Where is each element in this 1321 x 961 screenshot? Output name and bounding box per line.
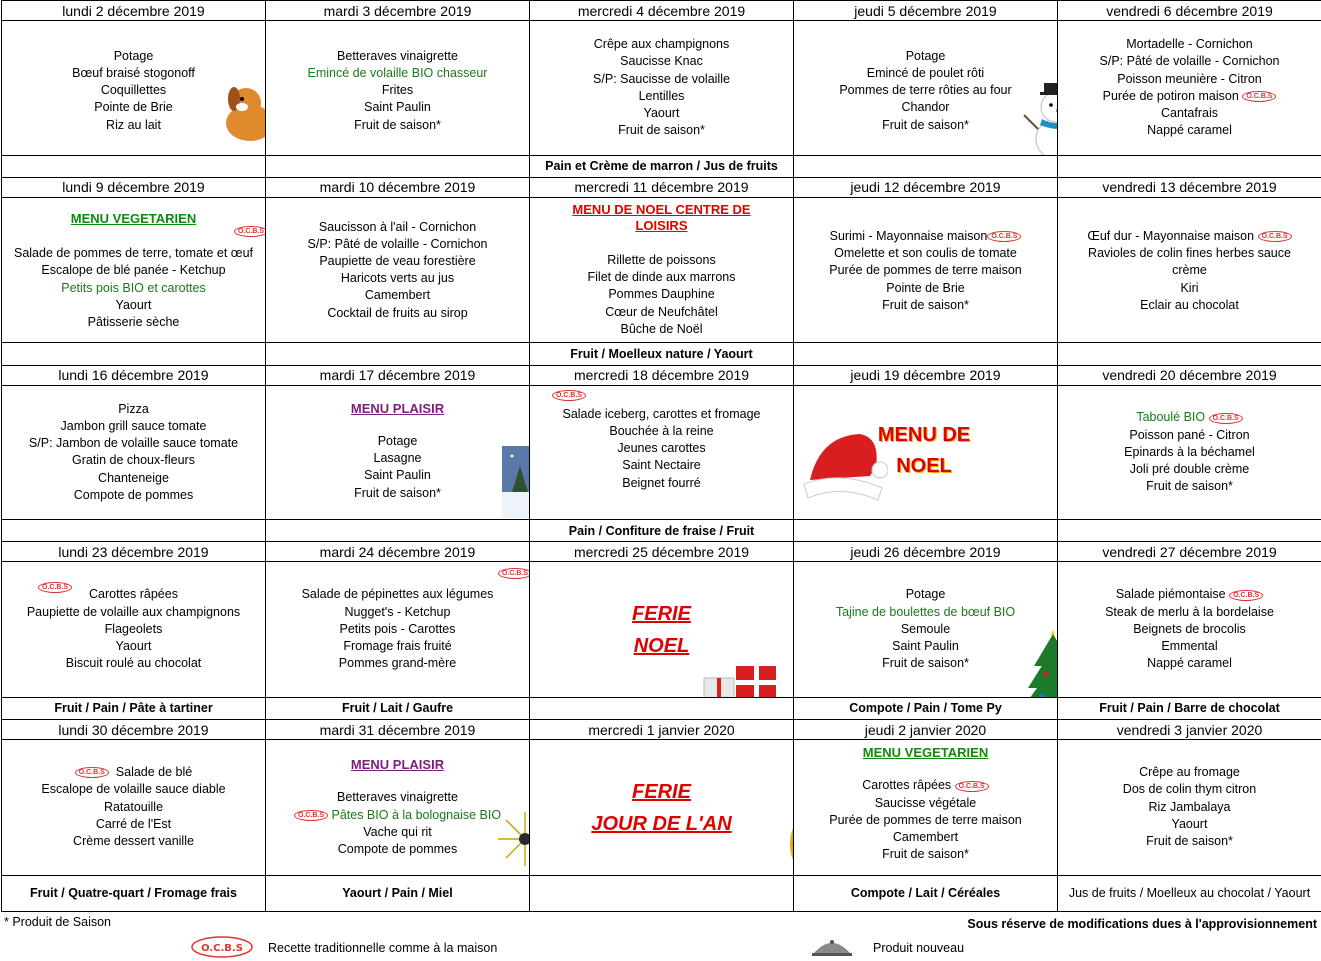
snack-cell: Pain / Confiture de fraise / Fruit — [530, 520, 794, 542]
menu-item: Chandor — [901, 100, 950, 115]
menu-item: Filet de dinde aux marrons — [587, 270, 736, 285]
menu-item: Potage — [377, 433, 418, 448]
menu-item: Potage — [905, 587, 946, 602]
day-header: mardi 17 décembre 2019 — [266, 365, 530, 385]
ocbs-logo: O.C.B.S — [75, 767, 109, 778]
day-header: lundi 2 décembre 2019 — [2, 1, 266, 21]
day-header: vendredi 3 janvier 2020 — [1058, 720, 1321, 740]
menu-item: Pointe de Brie — [94, 100, 173, 115]
day-header: lundi 30 décembre 2019 — [2, 720, 266, 740]
menu-title: MENU VEGETARIEN — [862, 745, 989, 761]
day-header: mercredi 1 janvier 2020 — [530, 720, 794, 740]
day-header: lundi 23 décembre 2019 — [2, 542, 266, 562]
menu-item: Yaourt — [115, 297, 152, 312]
day-header: jeudi 5 décembre 2019 — [794, 1, 1058, 21]
week-3-header-row — [2, 365, 1321, 385]
menu-item: Joli pré double crème — [1129, 461, 1250, 476]
dog-cat-illustration — [220, 81, 266, 151]
day-menu — [1058, 21, 1321, 155]
menu-item: Paupiette de veau forestière — [319, 253, 476, 268]
menu-title: MENU DE NOEL — [877, 423, 971, 477]
menu-item: Gratin de choux-fleurs — [72, 453, 195, 468]
snack-cell — [530, 697, 794, 719]
day-header: vendredi 20 décembre 2019 — [1058, 365, 1321, 385]
week-2-header-row — [2, 177, 1321, 197]
snack-cell-empty — [1058, 520, 1321, 542]
reserve-note: Sous réserve de modifications dues à l'approvisionnement — [967, 917, 1317, 931]
snack-cell-empty — [794, 343, 1058, 365]
day-menu — [794, 740, 1058, 875]
svg-text:O.C.B.S: O.C.B.S — [201, 943, 243, 954]
menu-item: S/P: Jambon de volaille sauce tomate — [28, 436, 239, 451]
menu-item: Emincé de poulet rôti — [866, 66, 985, 81]
menu-item: Potage — [113, 48, 154, 63]
menu-item: Crêpe aux champignons — [593, 37, 730, 52]
ocbs-logo: O.C.B.S — [1209, 413, 1243, 424]
menu-item: Biscuit roulé au chocolat — [65, 656, 202, 671]
menu-item: Flageolets — [104, 621, 163, 636]
winter-house-illustration — [502, 446, 530, 518]
menu-item: Salade de pépinettes aux légumes — [301, 587, 494, 602]
menu-item: Saucisse végétale — [874, 795, 977, 810]
menu-title: MENU VEGETARIEN — [70, 210, 197, 226]
menu-item — [1058, 228, 1321, 245]
menu-item: Saucisson à l'ail - Cornichon — [318, 219, 477, 234]
menu-item: Haricots verts au jus — [340, 271, 455, 286]
traditional-recipe-note: Recette traditionnelle comme à la maison — [268, 941, 498, 955]
day-header: lundi 16 décembre 2019 — [2, 365, 266, 385]
menu-item: Beignet fourré — [622, 475, 701, 490]
snack-cell-empty — [266, 155, 530, 177]
menu-item: Compote de pommes — [337, 842, 458, 856]
menu-item: Mortadelle - Cornichon — [1126, 37, 1253, 52]
snack-cell: Fruit / Lait / Gaufre — [266, 697, 530, 719]
footer-notes-row-1 — [0, 913, 1321, 935]
snack-cell-empty — [2, 520, 266, 542]
menu-item: Fruit de saison* — [882, 297, 969, 312]
menu-item: Jambon grill sauce tomate — [60, 418, 207, 433]
fireworks-illustration — [494, 808, 530, 870]
day-header: mercredi 4 décembre 2019 — [530, 1, 794, 21]
menu-item: Pointe de Brie — [886, 280, 965, 295]
menu-item — [2, 764, 265, 781]
snack-cell-empty — [794, 520, 1058, 542]
holiday-label: FERIE — [632, 781, 691, 804]
menu-item: Fruit de saison* — [354, 485, 441, 500]
day-header: jeudi 2 janvier 2020 — [794, 720, 1058, 740]
week-4-menu-row — [2, 562, 1321, 697]
menu-item: Saint Paulin — [364, 468, 431, 483]
snack-cell: Fruit / Moelleux nature / Yaourt — [530, 343, 794, 365]
day-menu — [2, 740, 266, 875]
menu-item: Petits pois BIO et carottes — [61, 280, 206, 295]
day-menu — [530, 385, 794, 519]
day-menu — [794, 385, 1058, 519]
snowman-illustration — [1020, 79, 1058, 155]
menu-item: Cocktail de fruits au sirop — [327, 305, 468, 320]
menu-item-text: Salade de blé — [115, 765, 193, 780]
menu-item: Rillette de poissons — [607, 252, 716, 267]
menu-item: Lasagne — [373, 451, 422, 466]
menu-item: Epinards à la béchamel — [1124, 444, 1255, 459]
menu-item: Lentilles — [638, 88, 685, 103]
menu-item: Poisson meunière - Citron — [1117, 71, 1262, 86]
menu-item — [1058, 409, 1321, 426]
menu-item — [1058, 88, 1321, 105]
menu-item — [266, 807, 529, 824]
day-header: mercredi 18 décembre 2019 — [530, 365, 794, 385]
menu-item: Nappé caramel — [1147, 656, 1232, 671]
ocbs-logo: O.C.B.S — [38, 582, 72, 593]
menu-item: Camembert — [364, 288, 431, 303]
menu-item-text: Surimi - Mayonnaise maison — [829, 228, 988, 243]
snack-cell-empty — [2, 343, 266, 365]
week-4-snack-row — [2, 697, 1321, 719]
day-menu — [1058, 385, 1321, 519]
ocbs-logo: O.C.B.S — [1242, 91, 1276, 102]
holiday-label: NOEL — [633, 635, 690, 658]
day-menu — [530, 21, 794, 155]
snack-cell: Compote / Lait / Céréales — [794, 875, 1058, 911]
day-menu — [530, 562, 794, 697]
menu-item: Purée de pommes de terre maison — [829, 263, 1022, 278]
menu-item: Omelette et son coulis de tomate — [834, 246, 1017, 261]
menu-item: Dos de colin thym citron — [1122, 782, 1257, 797]
ocbs-logo: O.C.B.S — [234, 226, 266, 237]
menu-item-text: Taboulé BIO — [1136, 410, 1206, 425]
menu-item: Beignets de brocolis — [1133, 621, 1246, 636]
menu-item: Bûche de Noël — [620, 321, 703, 336]
menu-item: Pommes Dauphine — [608, 287, 715, 302]
menu-item: Carottes râpées — [89, 587, 178, 602]
day-header: mercredi 11 décembre 2019 — [530, 177, 794, 197]
menu-item-text: Œuf dur - Mayonnaise maison — [1087, 228, 1255, 243]
ocbs-logo: O.C.B.S — [552, 390, 586, 401]
menu-item: Camembert — [892, 830, 959, 844]
ocbs-logo — [190, 935, 254, 959]
gift-boxes-illustration — [700, 656, 788, 697]
menu-item — [794, 228, 1057, 245]
menu-item: Crème dessert vanille — [73, 834, 194, 848]
menu-item: Compote de pommes — [73, 487, 194, 502]
ocbs-logo: O.C.B.S — [498, 568, 530, 579]
menu-item: Semoule — [900, 621, 951, 636]
menu-title: MENU PLAISIR — [350, 757, 445, 773]
menu-item: Emmental — [1161, 639, 1218, 654]
day-menu — [1058, 197, 1321, 342]
week-5-header-row — [2, 720, 1321, 740]
snack-cell — [530, 875, 794, 911]
snack-cell-empty — [266, 343, 530, 365]
day-menu — [266, 21, 530, 155]
day-header: mardi 31 décembre 2019 — [266, 720, 530, 740]
menu-item: Cœur de Neufchâtel — [605, 304, 718, 319]
week-2-menu-row — [2, 197, 1321, 342]
menu-item: Cantafrais — [1161, 106, 1218, 121]
menu-item: Jeunes carottes — [617, 441, 706, 456]
menu-item: Coquillettes — [100, 83, 167, 98]
snack-cell-empty — [1058, 155, 1321, 177]
day-header: mercredi 25 décembre 2019 — [530, 542, 794, 562]
menu-item: Yaourt — [1171, 816, 1208, 831]
day-menu — [2, 562, 266, 697]
menu-item: Pommes de terre rôties au four — [839, 83, 1012, 98]
day-menu — [266, 740, 530, 875]
menu-item: Bouchée à la reine — [609, 423, 714, 438]
menu-item: Ravioles de colin fines herbes sauce crème — [1088, 246, 1291, 278]
ocbs-logo: O.C.B.S — [1258, 231, 1292, 242]
snack-cell: Compote / Pain / Tome Py — [794, 697, 1058, 719]
day-menu — [530, 197, 794, 342]
menu-title: MENU DE NOEL CENTRE DE LOISIRS — [572, 201, 751, 233]
menu-item: Saint Paulin — [892, 639, 959, 654]
menu-item: Saucisse Knac — [620, 54, 703, 69]
menu-item: Salade de pommes de terre, tomate et œuf — [13, 246, 253, 261]
menu-item: Potage — [905, 48, 946, 63]
day-menu — [266, 562, 530, 697]
menu-item: Purée de pommes de terre maison — [829, 812, 1022, 827]
menu-item: Frites — [381, 83, 414, 98]
holiday-label: JOUR DE L'AN — [591, 813, 732, 836]
christmas-tree-illustration — [1024, 630, 1058, 697]
menu-item: Crêpe au fromage — [1139, 765, 1240, 780]
menu-item: Riz au lait — [106, 117, 161, 132]
day-header: mardi 3 décembre 2019 — [266, 1, 530, 21]
menu-item: Tajine de boulettes de bœuf BIO — [835, 604, 1016, 619]
menu-item: S/P: Saucisse de volaille — [593, 71, 730, 86]
snack-cell-empty — [1058, 343, 1321, 365]
week-5-snack-row — [2, 875, 1321, 911]
menu-item: Pâtisserie sèche — [87, 314, 180, 329]
menu-item: Fromage frais fruité — [343, 639, 452, 654]
menu-item: S/P: Pâté de volaille - Cornichon — [307, 236, 488, 251]
seasonal-note: * Produit de Saison — [4, 915, 112, 929]
day-menu — [794, 197, 1058, 342]
menu-item: Saint Nectaire — [622, 458, 701, 473]
menu-item: Pizza — [118, 401, 149, 416]
menu-title: MENU PLAISIR — [350, 400, 445, 416]
day-menu — [530, 740, 794, 875]
menu-item: Eclair au chocolat — [1140, 297, 1239, 312]
menu-item: Paupiette de volaille aux champignons — [26, 604, 241, 619]
cloche-icon — [810, 937, 854, 957]
snack-cell: Fruit / Pain / Pâte à tartiner — [2, 697, 266, 719]
menu-item: Chanteneige — [98, 470, 169, 485]
menu-item: Yaourt — [115, 639, 152, 654]
menu-item-text: Pâtes BIO à la bolognaise BIO — [331, 807, 502, 822]
menu-item: Steak de merlu à la bordelaise — [1105, 604, 1274, 619]
menu-item: Yaourt — [643, 106, 680, 121]
menu-item: Carré de l'Est — [95, 816, 172, 831]
snack-cell-empty — [2, 155, 266, 177]
day-menu — [794, 21, 1058, 155]
menu-item: Betteraves vinaigrette — [337, 48, 458, 63]
menu-item: Petits pois - Carottes — [339, 621, 456, 636]
day-menu — [1058, 562, 1321, 697]
day-header: vendredi 27 décembre 2019 — [1058, 542, 1321, 562]
week-3-snack-row — [2, 520, 1321, 542]
ocbs-logo: O.C.B.S — [987, 231, 1021, 242]
footer-notes-row-2 — [0, 935, 1321, 961]
snack-cell: Yaourt / Pain / Miel — [266, 875, 530, 911]
menu-item: Fruit de saison* — [1146, 834, 1233, 848]
menu-item: Fruit de saison* — [618, 123, 705, 138]
menu-item-text: Salade piémontaise — [1115, 587, 1226, 602]
menu-item: Poisson pané - Citron — [1129, 427, 1250, 442]
day-menu — [2, 197, 266, 342]
week-4-header-row — [2, 542, 1321, 562]
menu-item: Pommes grand-mère — [338, 656, 457, 671]
day-header: mardi 24 décembre 2019 — [266, 542, 530, 562]
menu-item: Fruit de saison* — [1146, 479, 1233, 494]
day-header: lundi 9 décembre 2019 — [2, 177, 266, 197]
menu-item: Escalope de blé panée - Ketchup — [41, 263, 226, 278]
menu-item: Fruit de saison* — [882, 656, 969, 671]
day-menu — [794, 562, 1058, 697]
menu-item: S/P: Pâté de volaille - Cornichon — [1099, 54, 1280, 69]
ocbs-logo: O.C.B.S — [294, 810, 328, 821]
menu-item: Ratatouille — [103, 799, 164, 814]
day-header: mardi 10 décembre 2019 — [266, 177, 530, 197]
menu-item-text: Carottes râpées — [862, 778, 952, 793]
menu-item: Vache qui rit — [363, 824, 432, 839]
holiday-label: FERIE — [632, 603, 691, 626]
ocbs-logo: O.C.B.S — [1229, 590, 1263, 601]
snack-cell-empty — [794, 155, 1058, 177]
menu-item: Saint Paulin — [364, 100, 431, 115]
day-menu — [2, 21, 266, 155]
menu-item: Riz Jambalaya — [1148, 799, 1231, 814]
day-header: jeudi 19 décembre 2019 — [794, 365, 1058, 385]
menu-item: Emincé de volaille BIO chasseur — [307, 66, 488, 81]
week-1-snack-row — [2, 155, 1321, 177]
snack-cell: Pain et Crème de marron / Jus de fruits — [530, 155, 794, 177]
snack-cell: Jus de fruits / Moelleux au chocolat / Yaourt — [1058, 875, 1321, 911]
snack-cell: Fruit / Quatre-quart / Fromage frais — [2, 875, 266, 911]
menu-item — [1058, 586, 1321, 603]
menu-item: Fruit de saison* — [882, 847, 969, 862]
menu-item: Nugget's - Ketchup — [344, 604, 451, 619]
menu-calendar-table — [1, 0, 1321, 912]
snack-cell: Fruit / Pain / Barre de chocolat — [1058, 697, 1321, 719]
new-product-note: Produit nouveau — [873, 941, 965, 955]
day-menu — [266, 197, 530, 342]
menu-item: Kiri — [1180, 280, 1199, 295]
week-1-header-row — [2, 1, 1321, 21]
menu-item: Betteraves vinaigrette — [337, 790, 458, 805]
pineapple-illustration — [776, 790, 794, 875]
day-menu — [266, 385, 530, 519]
day-header: jeudi 26 décembre 2019 — [794, 542, 1058, 562]
week-2-snack-row — [2, 343, 1321, 365]
snack-cell-empty — [266, 520, 530, 542]
menu-item: Bœuf braisé stogonoff — [72, 66, 195, 81]
day-menu — [1058, 740, 1321, 875]
day-header: vendredi 13 décembre 2019 — [1058, 177, 1321, 197]
menu-item — [794, 777, 1057, 794]
menu-item: Fruit de saison* — [882, 117, 969, 132]
day-menu — [2, 385, 266, 519]
week-1-menu-row — [2, 21, 1321, 155]
day-header: vendredi 6 décembre 2019 — [1058, 1, 1321, 21]
day-header: jeudi 12 décembre 2019 — [794, 177, 1058, 197]
week-5-menu-row — [2, 740, 1321, 875]
menu-item: Fruit de saison* — [354, 117, 441, 132]
menu-item: Escalope de volaille sauce diable — [41, 782, 226, 797]
week-3-menu-row — [2, 385, 1321, 519]
menu-item: Nappé caramel — [1147, 123, 1232, 138]
menu-item-text: Purée de potiron maison — [1102, 88, 1239, 103]
ocbs-logo: O.C.B.S — [955, 781, 989, 792]
menu-item: Salade iceberg, carottes et fromage — [562, 406, 761, 421]
